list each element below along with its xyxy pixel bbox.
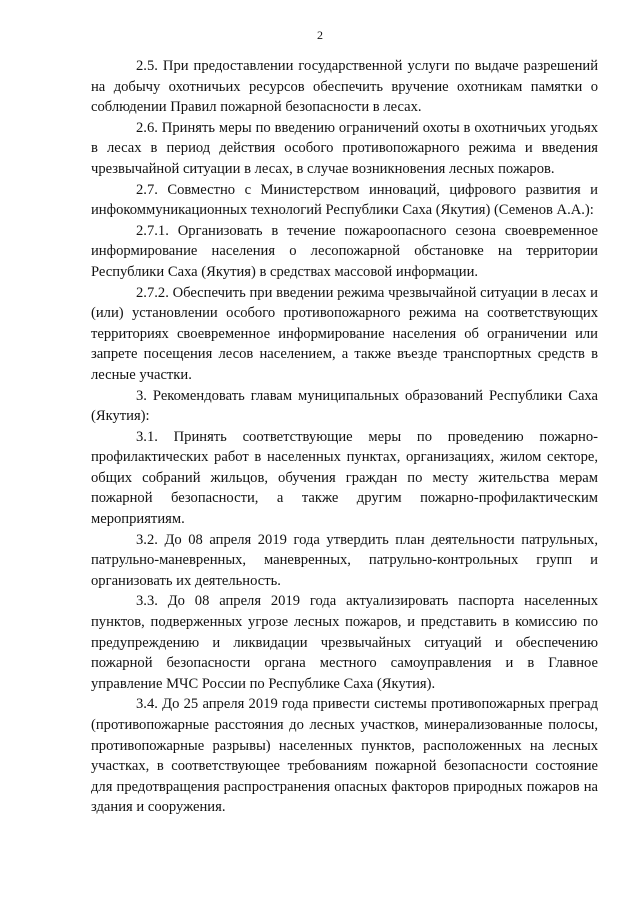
paragraph-text: Принять меры по введению ограничений охоты в охотничьих угодьях в лесах в период действия особого противопожарного режима и введения чрезвычайной ситуации в лесах, в случае возникновения лесных пожаров.: [91, 119, 598, 177]
paragraph-number: 3.: [136, 387, 147, 404]
paragraph-number: 2.7.1.: [136, 222, 169, 239]
paragraph-2-7-1: [91, 221, 598, 283]
paragraph-3: [91, 386, 598, 427]
paragraph-3-2: [91, 530, 598, 592]
paragraph-2-6: [91, 118, 598, 180]
paragraph-2-5: [91, 56, 598, 118]
paragraph-number: 2.5.: [136, 58, 158, 74]
paragraph-3-3: [91, 591, 598, 694]
paragraph-number: 3.3.: [136, 593, 158, 610]
paragraph-number: 3.2.: [136, 531, 158, 548]
paragraph-text: Организовать в течение пожароопасного сезона своевременное информирование населения о лесопожарной обстановке на территории Республики Саха (Якутия) в средствах массовой информации.: [91, 222, 598, 280]
paragraph-text: Обеспечить при введении режима чрезвычайной ситуации в лесах и (или) установлении особого противопожарного режима на соответствующих территориях своевременное информирование населения об ограничении или запрете посещения лесов населением, а также въезде транспортных средств в лесные участки.: [91, 284, 598, 383]
paragraph-number: 3.4.: [136, 696, 158, 713]
paragraph-2-7: [91, 180, 598, 221]
paragraph-text: До 08 апреля 2019 года актуализировать паспорта населенных пунктов, подверженных угрозе лесных пожаров, и представить в комиссию по предупреждению и ликвидации чрезвычайных ситуаций и обеспечению пожарной безопасности органа местного самоуправления и в Главное управление МЧС России по Республике Саха (Якутия).: [91, 593, 598, 692]
page-number: 2: [317, 28, 323, 42]
paragraph-number: 3.1.: [136, 428, 158, 445]
paragraph-2-7-2: [91, 283, 598, 386]
paragraph-3-1: [91, 427, 598, 530]
paragraph-number: 2.6.: [136, 119, 158, 136]
paragraph-text: При предоставлении государственной услуги по выдаче разрешений на добычу охотничьих ресурсов обеспечить вручение охотникам памятки о соблюдении Правил пожарной безопасности в лесах.: [91, 58, 599, 116]
paragraph-text: Совместно с Министерством инноваций, цифрового развития и инфокоммуникационных технологий Республики Саха (Якутия) (Семенов А.А.):: [91, 181, 598, 219]
paragraph-number: 2.7.2.: [136, 284, 169, 301]
paragraph-3-4: [91, 694, 598, 818]
paragraph-number: 2.7.: [136, 181, 158, 198]
paragraph-text: Принять соответствующие меры по проведению пожарно-профилактических работ в населенных пунктах, организациях, жилом секторе, общих собраний жильцов, обучения граждан по месту жительства мерам пожарной безопасности, а также другим пожарно-профилактическим мероприятиям.: [91, 428, 599, 528]
paragraph-text: До 08 апреля 2019 года утвердить план деятельности патрульных, патрульно-маневренных, маневренных, патрульно-контрольных групп и организовать их деятельность.: [91, 531, 598, 589]
document-body: [91, 56, 598, 818]
paragraph-text: До 25 апреля 2019 года привести системы противопожарных преград (противопожарные расстояния до лесных участков, минерализованные полосы, противопожарные разрывы) населенных пунктов, расположенных на лесных участках, в соответствующее требованиям пожарной безопасности состояние для предотвращения распространения опасных факторов природных пожаров на здания и сооружения.: [91, 696, 598, 816]
paragraph-text: Рекомендовать главам муниципальных образований Республики Саха (Якутия):: [91, 387, 598, 425]
